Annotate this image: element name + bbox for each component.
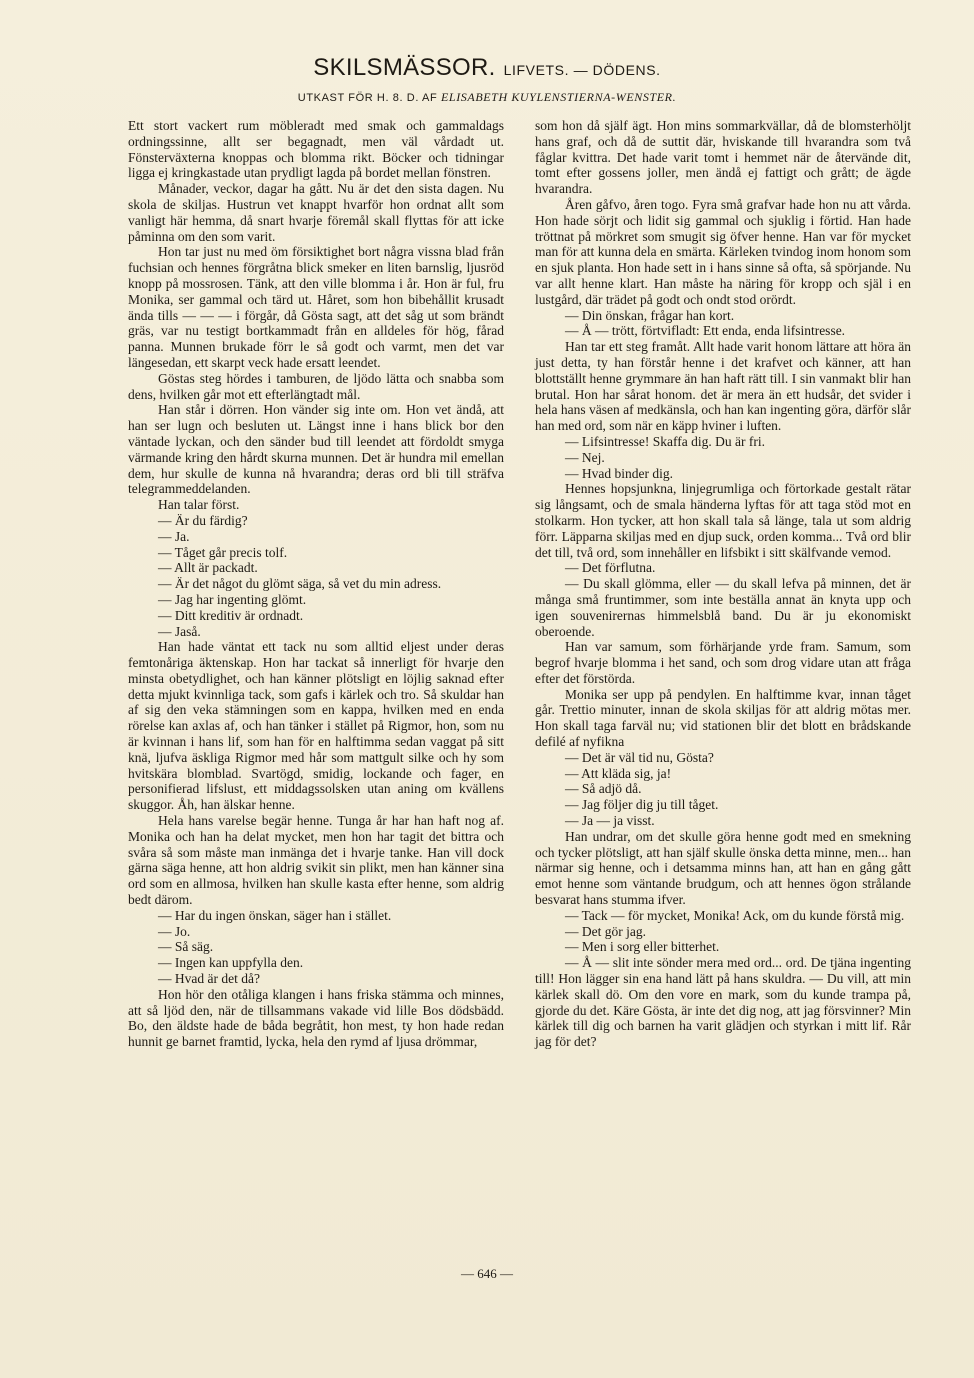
paragraph: Hon hör den otåliga klangen i hans friska stämma och minnes, att så ljöd den, när de tillsammans vakade vid lille Bos dödsbädd. Bo, den äldste hade de båda begråtit, hon mest, ty hon hade redan hunnit ge barnet framtid, lycka, hela den rymd af ljusa drömmar, [128, 986, 504, 1050]
dialogue-line: — Din önskan, frågar han kort. [565, 307, 735, 323]
dialogue-line: — Det är väl tid nu, Gösta? [565, 749, 714, 765]
title-main: SKILSMÄSSOR. [313, 54, 496, 81]
byline [0, 90, 974, 105]
dialogue-line: — Ditt kreditiv är ordnadt. [158, 607, 304, 623]
dialogue-line: — Men i sorg eller bitterhet. [565, 939, 720, 955]
dialogue-line: — Är det något du glömt säga, så vet du min adress. [158, 576, 442, 592]
title-subtitle: LIFVETS. — DÖDENS. [503, 62, 661, 78]
paragraph: Hon tar just nu med öm försiktighet bort några vissna blad från fuchsian och hennes förgråtna blick smeker en liten barnslig, ljusröd knopp på mossrosen. Tänk, att den ville blomma i år. Hon är ful, fru Monika, ser gammal och tärd ut. Håret, som hon bibehållit krusadt ända tills — — — i förgår, då Gösta sagt, att det såg ut som brändt gräs, var nu testigt bortkammadt från en alldeles för hög, fårad panna. Munnen brukade förr le så godt och varmt, men det var längesedan, ett skarpt veck hade ersatt leendet. [128, 244, 504, 370]
page-number: — 646 — [461, 1266, 513, 1281]
paragraph: Hela hans varelse begär henne. Tunga år har han haft nog af. Monika och han ha delat mycket, men hon har tagit det bittra och svåra så som måste man inmänga det i hvarje tanke. Han vill dock gärna säga henne, att hon aldrig svikit sin plikt, men han känner sina ord som en allmosa, hvilken han skulle kasta efter henne, som aldrig bedt därom. [128, 813, 504, 908]
dialogue-line: — Allt är packadt. [158, 560, 258, 576]
dialogue-line: — Det förflutna. [565, 560, 656, 576]
dialogue-line: — Å — trött, förtvifladt: Ett enda, enda lifsintresse. [565, 323, 846, 339]
paragraph: Han undrar, om det skulle göra henne godt med en smekning och tycker plötsligt, att han själf skulle önska detta minne, men... han närmar sig henne, och i detsamma minns han, att han en gång gått emot henne som väntande brudgum, och att hennes ögon strålande besvarat hans stumma ifver. [535, 828, 911, 908]
dialogue-line: — Lifsintresse! Skaffa dig. Du är fri. [565, 433, 765, 449]
dialogue-line: — Är du färdig? [158, 512, 248, 528]
dialogue-line: — Hvad är det då? [158, 971, 260, 987]
dialogue-line: — Det gör jag. [565, 923, 646, 939]
dialogue-line: — Ingen kan uppfylla den. [158, 955, 304, 971]
dialogue-line: — Hvad binder dig. [565, 465, 673, 481]
paragraph: Han tar ett steg framåt. Allt hade varit honom lättare att höra än just detta, ty han förstår henne i det krafvet och känner, att han blottställt henne grymmare än han haft rätt till. I sin vanmakt blir han brutal. Hon har sårat honom. det är mera än ett hudsår, det svider i hela hans väsen af medkänsla, och han kan ingenting göra, därför slår han med ord, som när en käpp hviner i luften. [535, 339, 911, 434]
paragraph: — Å — slit inte sönder mera med ord... ord. De tjäna ingenting till! Hon lägger sin ena hand lätt på hans skuldra. — Du vill, att min kärlek skall dö. Om den vore en mark, som du kunde trampa på, gjorde du det. Käre Gösta, är inte det dig nog, att jag försvinner? Min kärlek till dig och barnen ha varit glädjen och styrkan i mitt lif. Rår jag för det? [535, 955, 911, 1050]
paragraph: Monika ser upp på pendylen. En halftimme kvar, innan tåget går. Trettio minuter, innan de skola skiljas för att aldrig mötas mer. Hon skall taga farväl nu; vid stationen blir det blott en brådskande defilé af nyfikna [535, 686, 911, 750]
article-title [0, 54, 974, 82]
dialogue-line: — Så adjö då. [565, 781, 642, 797]
dialogue-line: — Tåget går precis tolf. [158, 544, 288, 560]
dialogue-line: — Jag följer dig ju till tåget. [565, 797, 719, 813]
paragraph: som hon då själf ägt. Hon mins sommarkvällar, då de blomsterhöljt hans graf, och då de suttit där, hviskande till hvarandra som två fåglar kvittra. Det hade varit tomt i hemmet när de återvände dit, tomt efter gossens joller, men ändå ej fattigt och grått; de ägde hvarandra. [535, 118, 911, 197]
dialogue-line: — Tack — för mycket, Monika! Ack, om du kunde förstå mig. [565, 907, 905, 923]
right-column [535, 118, 911, 1050]
paragraph: Han hade väntat ett tack nu som alltid eljest under deras femtonåriga äktenskap. Hon har tackat så innerligt för hvarje den minsta obetydlighet, och han känner plötsligt en löjlig saknad efter detta mjukt kvinnliga tack, som gafs i kärlek och tro. Så skuldar han af sig den veka stämningen som en kappa, hvilken med en enda rörelse kan axlas af, och han tänker i stället på Rigmor, hon, som nu är kvinnan i hans lif, som han för en halftimma sedan vaggat på sitt knä, ljufva äskliga Rigmor med hår som mattgult silke och hy som hvitskära blomblad. Svartögd, smidig, lockande och fager, en personifierad lifslust, ett middagssolsken utan aning om kvällens skuggor. Åh, han älskar henne. [128, 639, 504, 813]
paragraph: Ett stort vackert rum möbleradt med smak och gammaldags ordningssinne, allt ser begagnadt, men väl vårdadt ut. Fönsterväxterna knoppas och blomma rikt. Böcker och tidningar ligga ej kringkastade utan prydligt lagda på bordet mellan fönstren. [128, 118, 504, 181]
paragraph: Han står i dörren. Hon vänder sig inte om. Hon vet ändå, att han ser lugn och besluten ut. Längst inne i hans blick bor den väntade lyckan, och den sänder bud till leendet att fördoldt smyga värmande kring den hårdt skurna munnen. Det är hundra mil emellan dem, hur skulle de kunna nå hvarandra; deras ord bli till sträfva telegrammeddelanden. [128, 402, 504, 497]
dialogue-line: — Så säg. [158, 939, 214, 955]
dialogue-line: — Jaså. [158, 623, 201, 639]
paragraph: Månader, veckor, dagar ha gått. Nu är det den sista dagen. Nu skola de skiljas. Hustrun vet knappt hvarför hon ordnat allt som vanligt här hemma, då snart hvarje föremål skall flyttas för att icke påminna om den som varit. [128, 181, 504, 244]
dialogue-line: — Att kläda sig, ja! [565, 765, 672, 781]
paragraph: Han talar först. [158, 497, 240, 513]
left-column [128, 118, 504, 1050]
byline-author: ELISABETH KUYLENSTIERNA-WENSTER. [440, 90, 677, 104]
byline-prefix: UTKAST FÖR H. 8. D. AF [297, 92, 438, 104]
dialogue-line: — Ja. [158, 528, 190, 544]
paragraph: Hennes hopsjunkna, linjegrumliga och förtorkade gestalt rätar sig långsamt, och de smala händerna lyftas för att taga stöd mot en stolkarm. Hon tycker, att hon skall tala så länge, tala ut som aldrig förr. Läpparna skiljas med en djup suck, orden komma... Två ord blir det till, två ord, som innehåller en lifsbikt i sitt skälfvande vemod. [535, 481, 911, 560]
dialogue-line: — Nej. [565, 449, 605, 465]
dialogue-line: — Du skall glömma, eller — du skall lefva på minnen, det är många små fruntimmer, som inte beställa annat än knyta upp och igen souvenirernas himmelsblå band. Du är ju ekonomiskt oberoende. [535, 576, 911, 639]
paragraph: Göstas steg hördes i tamburen, de ljödo lätta och snabba som dens, hvilken går mot ett efterlängtadt mål. [128, 370, 504, 402]
dialogue-line: — Jo. [158, 923, 191, 939]
dialogue-line: — Har du ingen önskan, säger han i stället. [158, 907, 392, 923]
paragraph: Han var samum, som förhärjande yrde fram. Samum, som begrof hvarje blomma i het sand, och som drog vidare utan att fråga efter det förstörda. [535, 639, 911, 686]
dialogue-line: — Jag har ingenting glömt. [158, 591, 307, 607]
dialogue-line: — Ja — ja visst. [565, 813, 655, 829]
paragraph: Åren gåfvo, åren togo. Fyra små grafvar hade hon nu att vårda. Hon hade sörjt och lidit sig gammal och sjuklig i förtid. Han hade tröttnat på mörkret som smugit sig öfver henne. Han var för mycket man för att kunna dela en smärta. Kärleken tvindog inom honom som en sjuk planta. Hon hade sett in i hans sinne så ofta, så spörjande. Nu var allt henne klart. Han måste ha näring för kropp och själ i en lustgård, där trädet på godt och ondt stod orördt. [535, 196, 911, 307]
